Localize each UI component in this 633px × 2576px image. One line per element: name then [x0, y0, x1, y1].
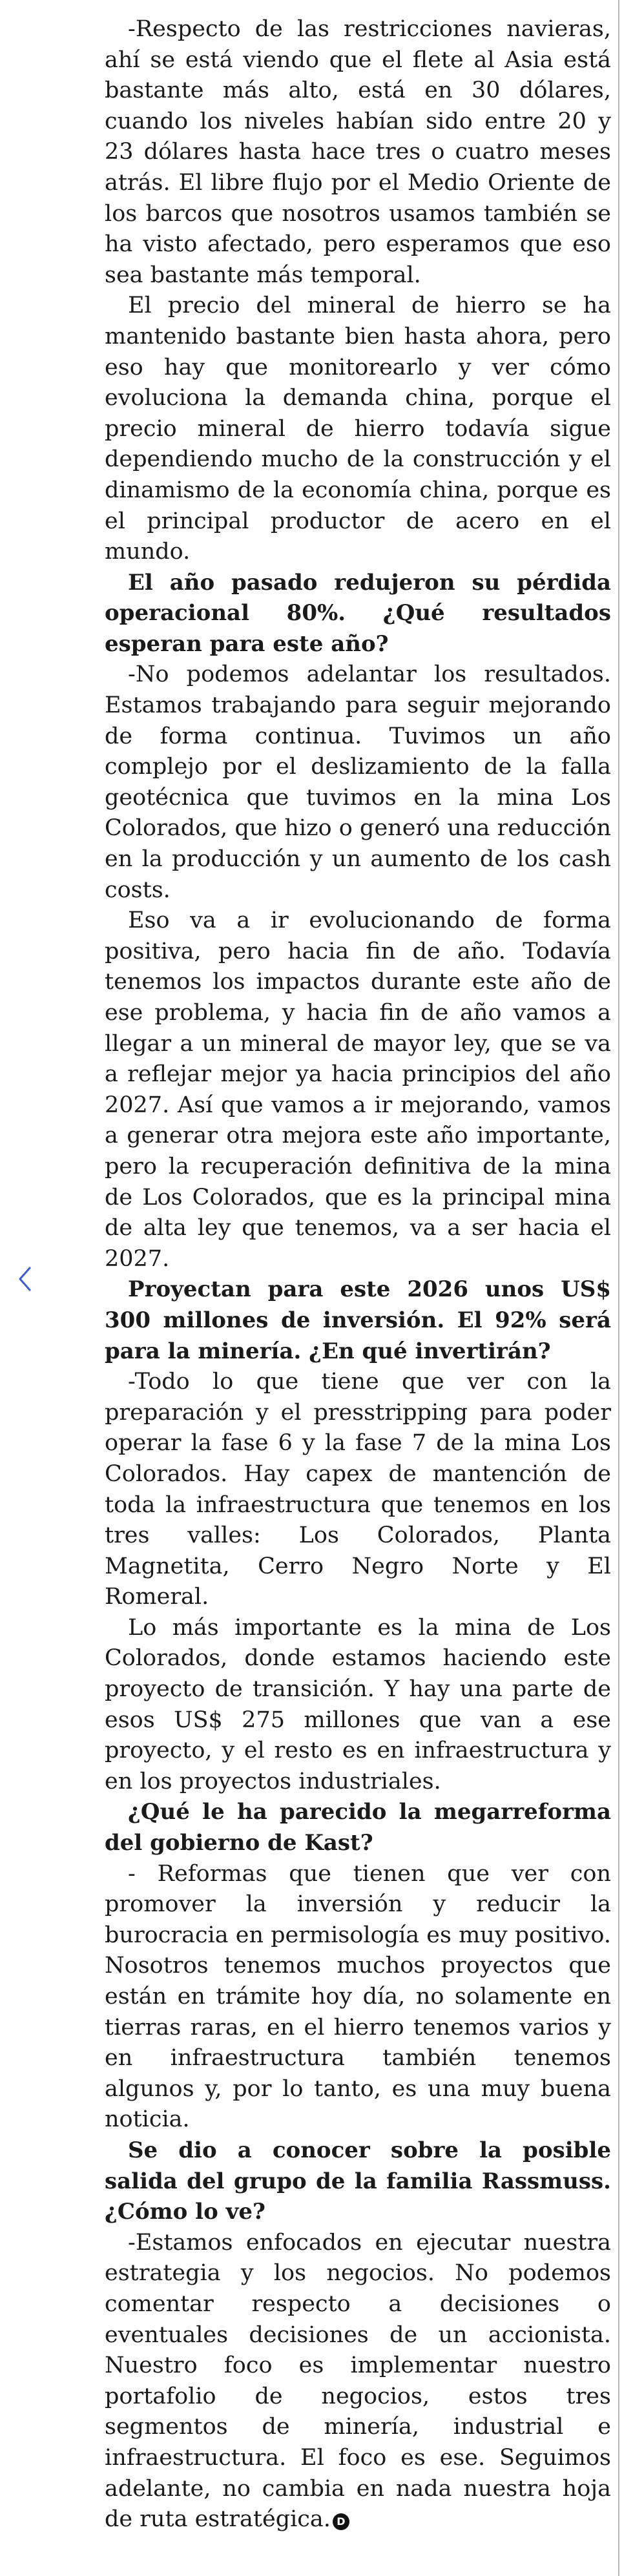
interview-question: Proyectan para este 2026 unos US$ 300 millones de inversión. El 92% será para la minería. ¿En qué invertirán? — [105, 1276, 611, 1364]
answer-text: -Estamos enfocados en ejecutar nuestra estrategia y los negocios. No podemos comentar respecto a decisiones o eventuales decisiones de un accionista. Nuestro foco es implementar nuestro portafolio de negocios, estos tres segmentos de minería, industrial e infraestructura. El foco es ese. Seguimos adelante, no cambia en nada nuestra hoja de ruta estratégica. — [105, 2229, 611, 2533]
answer-paragraph: -No podemos adelantar los resultados. Estamos trabajando para seguir mejorando de forma continua. Tuvimos un año complejo por el deslizamiento de la falla geotécnica que tuvimos en la mina Los Colorados, que hizo o generó una reducción en la producción y un aumento de los cash costs. — [105, 661, 611, 903]
chevron-left-icon — [17, 1266, 32, 1292]
answer-paragraph — [105, 2228, 611, 2535]
answer-paragraph: Eso va a ir evolucionando de forma positiva, pero hacia fin de año. Todavía tenemos los impactos durante este año de ese problema, y hacia fin de año vamos a llegar a un mineral de mayor ley, que se va a reflejar mejor ya hacia principios del año 2027. Así que vamos a ir mejorando, vamos a generar otra mejora este año importante, pero la recuperación definitiva de la mina de Los Colorados, que es la principal mina de alta ley que tenemos, va a ser hacia el 2027. — [105, 908, 611, 1272]
answer-paragraph: Lo más importante es la mina de Los Colorados, donde estamos haciendo este proyecto de transición. Y hay una parte de esos US$ 275 millones que van a ese proyecto, y el resto es en infraestructura y en los proyectos industriales. — [105, 1614, 611, 1794]
answer-paragraph: -Respecto de las restricciones navieras, ahí se está viendo que el flete al Asia está bastante más alto, está en 30 dólares, cuando los niveles habían sido entre 20 y 23 dólares hasta hace tres o cuatro meses atrás. El libre flujo por el Medio Oriente de los barcos que nosotros usamos también se ha visto afectado, pero esperamos que eso sea bastante más temporal. — [105, 16, 611, 288]
answer-paragraph: El precio del mineral de hierro se ha mantenido bastante bien hasta ahora, pero eso hay que monitorearlo y ver cómo evoluciona la demanda china, porque el precio mineral de hierro todavía sigue dependiendo mucho de la construcción y el dinamismo de la economía china, porque es el principal productor de acero en el mundo. — [105, 293, 611, 565]
column-divider — [618, 0, 619, 2576]
interview-question: El año pasado redujeron su pérdida operacional 80%. ¿Qué resultados esperan para este año? — [105, 569, 611, 657]
end-of-article-icon: D — [333, 2513, 349, 2530]
answer-paragraph: - Reformas que tienen que ver con promover la inversión y reducir la burocracia en permisología es muy positivo. Nosotros tenemos muchos proyectos que están en trámite hoy día, no solamente en tierras raras, en el hierro tenemos varios y en infraestructura también tenemos algunos y, por lo tanto, es una muy buena noticia. — [105, 1860, 611, 2133]
interview-question: Se dio a conocer sobre la posible salida del grupo de la familia Rassmuss. ¿Cómo lo ve? — [105, 2137, 611, 2225]
article-body — [105, 14, 611, 2535]
answer-paragraph: -Todo lo que tiene que ver con la preparación y el presstripping para poder operar la fase 6 y la fase 7 de la mina Los Colorados. Hay capex de mantención de toda la infraestructura que tenemos en los tres valles: Los Colorados, Planta Magnetita, Cerro Negro Norte y El Romeral. — [105, 1369, 611, 1610]
interview-question: ¿Qué le ha parecido la megarreforma del gobierno de Kast? — [105, 1799, 611, 1856]
back-button[interactable] — [12, 1261, 37, 1297]
